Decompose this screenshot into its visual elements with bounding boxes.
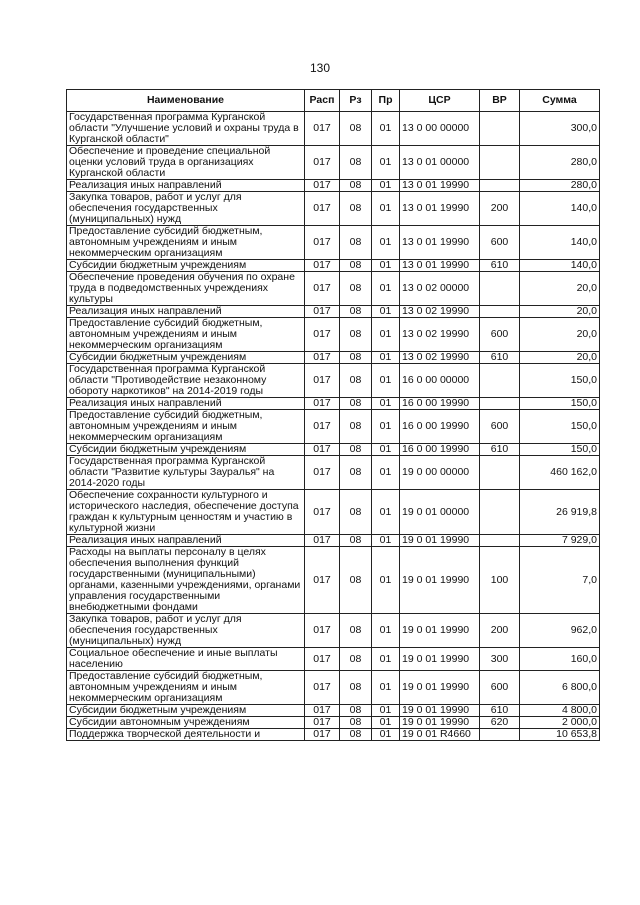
- row-pr: 01: [372, 180, 400, 192]
- row-rz: 08: [340, 705, 372, 717]
- row-csr: 19 0 01 19990: [400, 671, 480, 705]
- row-sum: 4 800,0: [520, 705, 600, 717]
- row-rasp: 017: [305, 648, 340, 671]
- row-rz: 08: [340, 410, 372, 444]
- row-vr: [480, 398, 520, 410]
- row-sum: 7 929,0: [520, 535, 600, 547]
- row-rasp: 017: [305, 410, 340, 444]
- table-row: [67, 614, 600, 648]
- row-csr: 19 0 01 00000: [400, 490, 480, 535]
- table-row: [67, 226, 600, 260]
- row-pr: 01: [372, 535, 400, 547]
- row-vr: 300: [480, 648, 520, 671]
- row-rasp: 017: [305, 192, 340, 226]
- row-pr: 01: [372, 490, 400, 535]
- row-sum: 2 000,0: [520, 717, 600, 729]
- row-vr: [480, 456, 520, 490]
- row-name: Реализация иных направлений: [67, 535, 305, 547]
- row-sum: 6 800,0: [520, 671, 600, 705]
- table-row: [67, 535, 600, 547]
- row-rasp: 017: [305, 272, 340, 306]
- row-csr: 19 0 01 19990: [400, 648, 480, 671]
- header-rasp: Расп: [305, 90, 340, 112]
- row-sum: 20,0: [520, 306, 600, 318]
- row-name: Обеспечение проведения обучения по охране труда в подведомственных учреждениях культуры: [67, 272, 305, 306]
- row-vr: [480, 306, 520, 318]
- row-rz: 08: [340, 192, 372, 226]
- row-sum: 160,0: [520, 648, 600, 671]
- row-rz: 08: [340, 490, 372, 535]
- row-rz: 08: [340, 272, 372, 306]
- row-sum: 150,0: [520, 444, 600, 456]
- row-vr: [480, 490, 520, 535]
- row-sum: 140,0: [520, 226, 600, 260]
- row-sum: 140,0: [520, 192, 600, 226]
- header-sum: Сумма: [520, 90, 600, 112]
- row-rz: 08: [340, 456, 372, 490]
- row-csr: 16 0 00 19990: [400, 410, 480, 444]
- row-name: Обеспечение и проведение специальной оценки условий труда в организациях Курганской области: [67, 146, 305, 180]
- row-sum: 7,0: [520, 547, 600, 614]
- row-rz: 08: [340, 226, 372, 260]
- row-vr: [480, 112, 520, 146]
- table-row: [67, 490, 600, 535]
- row-pr: 01: [372, 705, 400, 717]
- row-rz: 08: [340, 535, 372, 547]
- row-pr: 01: [372, 444, 400, 456]
- row-vr: 620: [480, 717, 520, 729]
- row-name: Субсидии бюджетным учреждениям: [67, 260, 305, 272]
- table-row: [67, 306, 600, 318]
- row-rasp: 017: [305, 306, 340, 318]
- table-row: [67, 272, 600, 306]
- row-pr: 01: [372, 456, 400, 490]
- row-vr: 610: [480, 260, 520, 272]
- row-vr: [480, 729, 520, 741]
- row-pr: 01: [372, 306, 400, 318]
- row-sum: 300,0: [520, 112, 600, 146]
- row-pr: 01: [372, 146, 400, 180]
- table-row: [67, 717, 600, 729]
- row-rasp: 017: [305, 260, 340, 272]
- row-csr: 13 0 00 00000: [400, 112, 480, 146]
- row-csr: 13 0 02 19990: [400, 306, 480, 318]
- row-sum: 20,0: [520, 272, 600, 306]
- table-row: [67, 410, 600, 444]
- row-sum: 10 653,8: [520, 729, 600, 741]
- row-rz: 08: [340, 318, 372, 352]
- row-rasp: 017: [305, 146, 340, 180]
- table-row: [67, 260, 600, 272]
- table-row: [67, 671, 600, 705]
- row-csr: 19 0 01 19990: [400, 705, 480, 717]
- row-pr: 01: [372, 192, 400, 226]
- row-pr: 01: [372, 352, 400, 364]
- row-vr: 600: [480, 671, 520, 705]
- row-name: Поддержка творческой деятельности и: [67, 729, 305, 741]
- row-pr: 01: [372, 410, 400, 444]
- row-sum: 26 919,8: [520, 490, 600, 535]
- row-sum: 280,0: [520, 180, 600, 192]
- row-rasp: 017: [305, 352, 340, 364]
- row-pr: 01: [372, 318, 400, 352]
- header-pr: Пр: [372, 90, 400, 112]
- row-vr: [480, 364, 520, 398]
- row-rasp: 017: [305, 717, 340, 729]
- row-rz: 08: [340, 180, 372, 192]
- table-row: [67, 444, 600, 456]
- row-vr: 200: [480, 192, 520, 226]
- row-name: Государственная программа Курганской области "Развитие культуры Зауралья" на 2014-2020 годы: [67, 456, 305, 490]
- row-rasp: 017: [305, 456, 340, 490]
- page-number: 130: [309, 61, 331, 75]
- row-vr: 610: [480, 705, 520, 717]
- row-rasp: 017: [305, 614, 340, 648]
- row-vr: 610: [480, 352, 520, 364]
- row-vr: [480, 180, 520, 192]
- row-csr: 13 0 02 19990: [400, 352, 480, 364]
- row-rasp: 017: [305, 671, 340, 705]
- row-sum: 150,0: [520, 410, 600, 444]
- row-vr: [480, 535, 520, 547]
- row-csr: 13 0 02 00000: [400, 272, 480, 306]
- row-csr: 19 0 01 19990: [400, 717, 480, 729]
- row-vr: 600: [480, 226, 520, 260]
- row-name: Субсидии бюджетным учреждениям: [67, 352, 305, 364]
- row-name: Социальное обеспечение и иные выплаты населению: [67, 648, 305, 671]
- budget-table: [66, 89, 600, 741]
- row-name: Реализация иных направлений: [67, 180, 305, 192]
- row-sum: 150,0: [520, 398, 600, 410]
- row-pr: 01: [372, 547, 400, 614]
- row-rz: 08: [340, 146, 372, 180]
- row-pr: 01: [372, 671, 400, 705]
- row-vr: 600: [480, 318, 520, 352]
- row-csr: 19 0 01 19990: [400, 535, 480, 547]
- table-row: [67, 648, 600, 671]
- row-rasp: 017: [305, 318, 340, 352]
- row-sum: 20,0: [520, 318, 600, 352]
- header-name: Наименование: [67, 90, 305, 112]
- row-rz: 08: [340, 729, 372, 741]
- row-csr: 19 0 01 19990: [400, 547, 480, 614]
- row-pr: 01: [372, 398, 400, 410]
- row-vr: [480, 272, 520, 306]
- row-vr: 610: [480, 444, 520, 456]
- row-vr: [480, 146, 520, 180]
- row-name: Субсидии бюджетным учреждениям: [67, 705, 305, 717]
- row-pr: 01: [372, 729, 400, 741]
- row-rasp: 017: [305, 490, 340, 535]
- row-name: Расходы на выплаты персоналу в целях обеспечения выполнения функций государственными (муниципальными) органами, казенными учреждениями, органами управления государственными внебюджетными фондами: [67, 547, 305, 614]
- table-row: [67, 456, 600, 490]
- row-name: Предоставление субсидий бюджетным, автономным учреждениям и иным некоммерческим организациям: [67, 671, 305, 705]
- row-rz: 08: [340, 614, 372, 648]
- row-sum: 140,0: [520, 260, 600, 272]
- row-csr: 19 0 00 00000: [400, 456, 480, 490]
- row-rz: 08: [340, 112, 372, 146]
- row-pr: 01: [372, 226, 400, 260]
- row-vr: 200: [480, 614, 520, 648]
- header-csr: ЦСР: [400, 90, 480, 112]
- row-rasp: 017: [305, 729, 340, 741]
- row-name: Государственная программа Курганской области "Противодействие незаконному обороту наркотиков" на 2014-2019 годы: [67, 364, 305, 398]
- row-rasp: 017: [305, 364, 340, 398]
- row-rz: 08: [340, 547, 372, 614]
- row-pr: 01: [372, 272, 400, 306]
- table-row: [67, 192, 600, 226]
- row-sum: 962,0: [520, 614, 600, 648]
- row-csr: 16 0 00 19990: [400, 444, 480, 456]
- row-rasp: 017: [305, 705, 340, 717]
- row-pr: 01: [372, 648, 400, 671]
- row-sum: 150,0: [520, 364, 600, 398]
- table-row: [67, 180, 600, 192]
- row-csr: 16 0 00 19990: [400, 398, 480, 410]
- row-name: Обеспечение сохранности культурного и исторического наследия, обеспечение доступа граждан к культурным ценностям и участию в культурной жизни: [67, 490, 305, 535]
- row-csr: 13 0 02 19990: [400, 318, 480, 352]
- row-rasp: 017: [305, 112, 340, 146]
- row-rasp: 017: [305, 535, 340, 547]
- table-row: [67, 112, 600, 146]
- row-rz: 08: [340, 444, 372, 456]
- row-pr: 01: [372, 112, 400, 146]
- table-row: [67, 398, 600, 410]
- row-csr: 13 0 01 19990: [400, 192, 480, 226]
- row-name: Реализация иных направлений: [67, 306, 305, 318]
- row-pr: 01: [372, 717, 400, 729]
- row-csr: 19 0 01 R4660: [400, 729, 480, 741]
- row-csr: 19 0 01 19990: [400, 614, 480, 648]
- row-rz: 08: [340, 717, 372, 729]
- header-row: [67, 90, 600, 112]
- row-rasp: 017: [305, 398, 340, 410]
- table-row: [67, 547, 600, 614]
- row-name: Субсидии автономным учреждениям: [67, 717, 305, 729]
- row-rz: 08: [340, 398, 372, 410]
- row-name: Предоставление субсидий бюджетным, автономным учреждениям и иным некоммерческим организациям: [67, 226, 305, 260]
- table-row: [67, 705, 600, 717]
- row-rasp: 017: [305, 180, 340, 192]
- row-csr: 13 0 01 19990: [400, 180, 480, 192]
- table-row: [67, 352, 600, 364]
- row-name: Реализация иных направлений: [67, 398, 305, 410]
- row-csr: 16 0 00 00000: [400, 364, 480, 398]
- table-row: [67, 364, 600, 398]
- row-csr: 13 0 01 19990: [400, 226, 480, 260]
- row-name: Предоставление субсидий бюджетным, автономным учреждениям и иным некоммерческим организациям: [67, 318, 305, 352]
- row-pr: 01: [372, 614, 400, 648]
- row-name: Закупка товаров, работ и услуг для обеспечения государственных (муниципальных) нужд: [67, 614, 305, 648]
- row-sum: 280,0: [520, 146, 600, 180]
- table-row: [67, 318, 600, 352]
- row-rz: 08: [340, 671, 372, 705]
- table-row: [67, 729, 600, 741]
- row-rz: 08: [340, 352, 372, 364]
- row-pr: 01: [372, 364, 400, 398]
- row-rasp: 017: [305, 444, 340, 456]
- header-rz: Рз: [340, 90, 372, 112]
- row-rasp: 017: [305, 226, 340, 260]
- row-vr: 600: [480, 410, 520, 444]
- table-body: [67, 112, 600, 741]
- row-pr: 01: [372, 260, 400, 272]
- table-row: [67, 146, 600, 180]
- row-name: Субсидии бюджетным учреждениям: [67, 444, 305, 456]
- row-name: Закупка товаров, работ и услуг для обеспечения государственных (муниципальных) нужд: [67, 192, 305, 226]
- header-vr: ВР: [480, 90, 520, 112]
- row-sum: 20,0: [520, 352, 600, 364]
- row-name: Предоставление субсидий бюджетным, автономным учреждениям и иным некоммерческим организациям: [67, 410, 305, 444]
- row-name: Государственная программа Курганской области "Улучшение условий и охраны труда в Курганской области": [67, 112, 305, 146]
- row-rasp: 017: [305, 547, 340, 614]
- row-sum: 460 162,0: [520, 456, 600, 490]
- row-rz: 08: [340, 306, 372, 318]
- row-csr: 13 0 01 19990: [400, 260, 480, 272]
- row-rz: 08: [340, 364, 372, 398]
- row-csr: 13 0 01 00000: [400, 146, 480, 180]
- row-rz: 08: [340, 260, 372, 272]
- row-rz: 08: [340, 648, 372, 671]
- row-vr: 100: [480, 547, 520, 614]
